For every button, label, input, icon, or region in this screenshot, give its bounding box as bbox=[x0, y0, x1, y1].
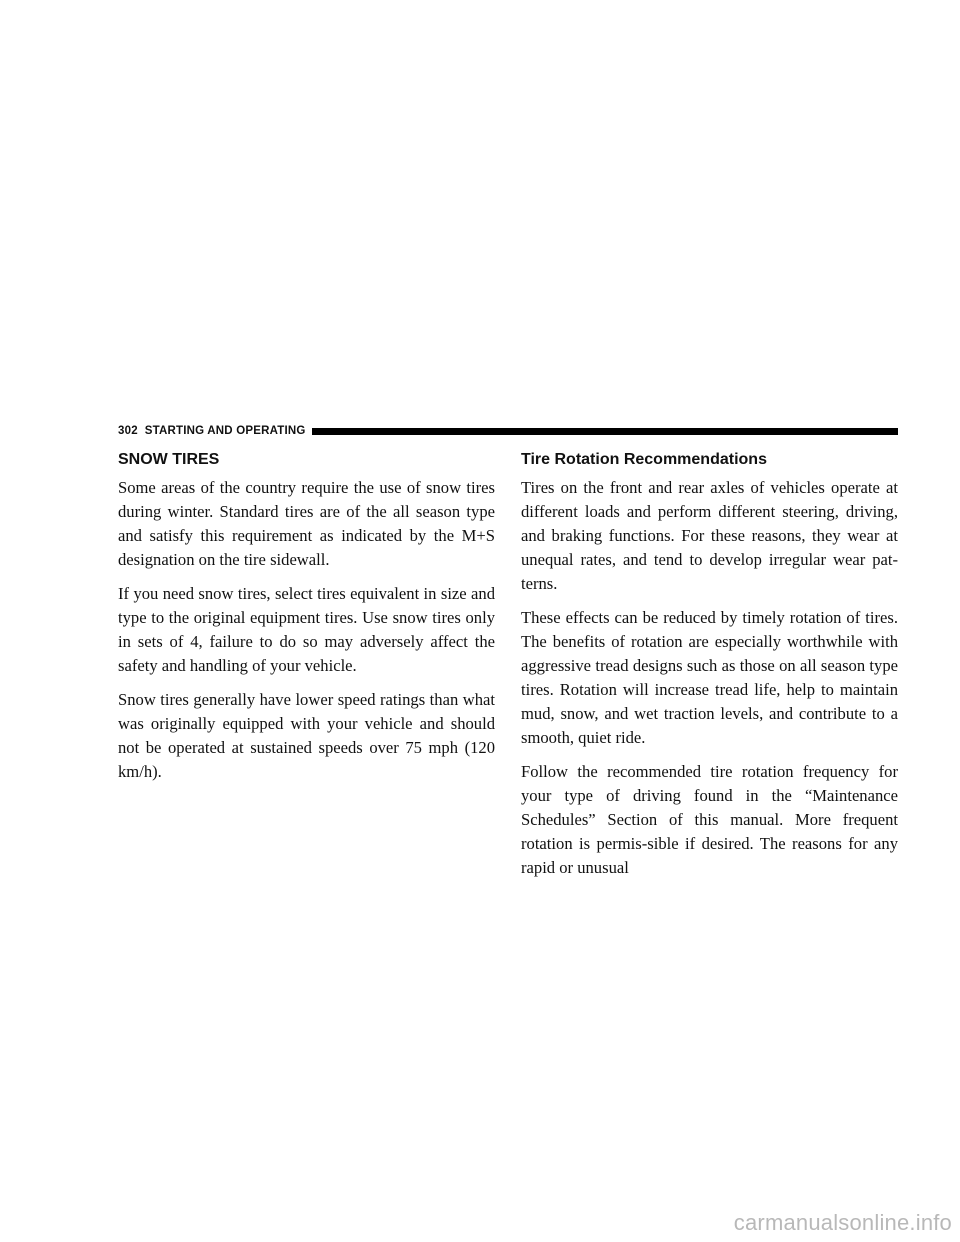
paragraph: Follow the recommended tire rotation frequency for your type of driving found in the “Maintenance Schedules” Section of this manual. More frequent rotation is permis-sible if desired. The reasons for any rapid or unusual bbox=[521, 762, 898, 877]
paragraph: Tires on the front and rear axles of vehicles operate at different loads and perform different steering, driving, and braking functions. For these reasons, they wear at unequal rates, and tend to develop irregular wear pat-terns. bbox=[521, 478, 898, 593]
right-column bbox=[521, 450, 898, 890]
snow-tires-heading: SNOW TIRES bbox=[118, 451, 220, 468]
running-header bbox=[118, 424, 898, 438]
paragraph: If you need snow tires, select tires equivalent in size and type to the original equipment tires. Use snow tires only in sets of 4, failure to do so may adversely affect the safety and handling of your vehicle. bbox=[118, 584, 495, 675]
section-name: STARTING AND OPERATING bbox=[144, 425, 306, 437]
left-column bbox=[118, 450, 495, 794]
paragraph: Some areas of the country require the use of snow tires during winter. Standard tires are of the all season type and satisfy this requirement as indicated by the M+S designation on the tire sidewall. bbox=[118, 478, 495, 569]
header-rule bbox=[312, 428, 898, 435]
tire-rotation-heading: Tire Rotation Recommendations bbox=[521, 451, 767, 468]
paragraph: These effects can be reduced by timely rotation of tires. The benefits of rotation are especially worthwhile with aggressive tread designs such as those on all season type tires. Rotation will increase tread life, help to maintain mud, snow, and wet traction levels, and contribute to a smooth, quiet ride. bbox=[521, 608, 898, 747]
watermark: carmanualsonline.info bbox=[733, 1210, 952, 1235]
page-number: 302 bbox=[118, 425, 138, 437]
paragraph: Snow tires generally have lower speed ratings than what was originally equipped with your vehicle and should not be operated at sustained speeds over 75 mph (120 km/h). bbox=[118, 690, 495, 781]
